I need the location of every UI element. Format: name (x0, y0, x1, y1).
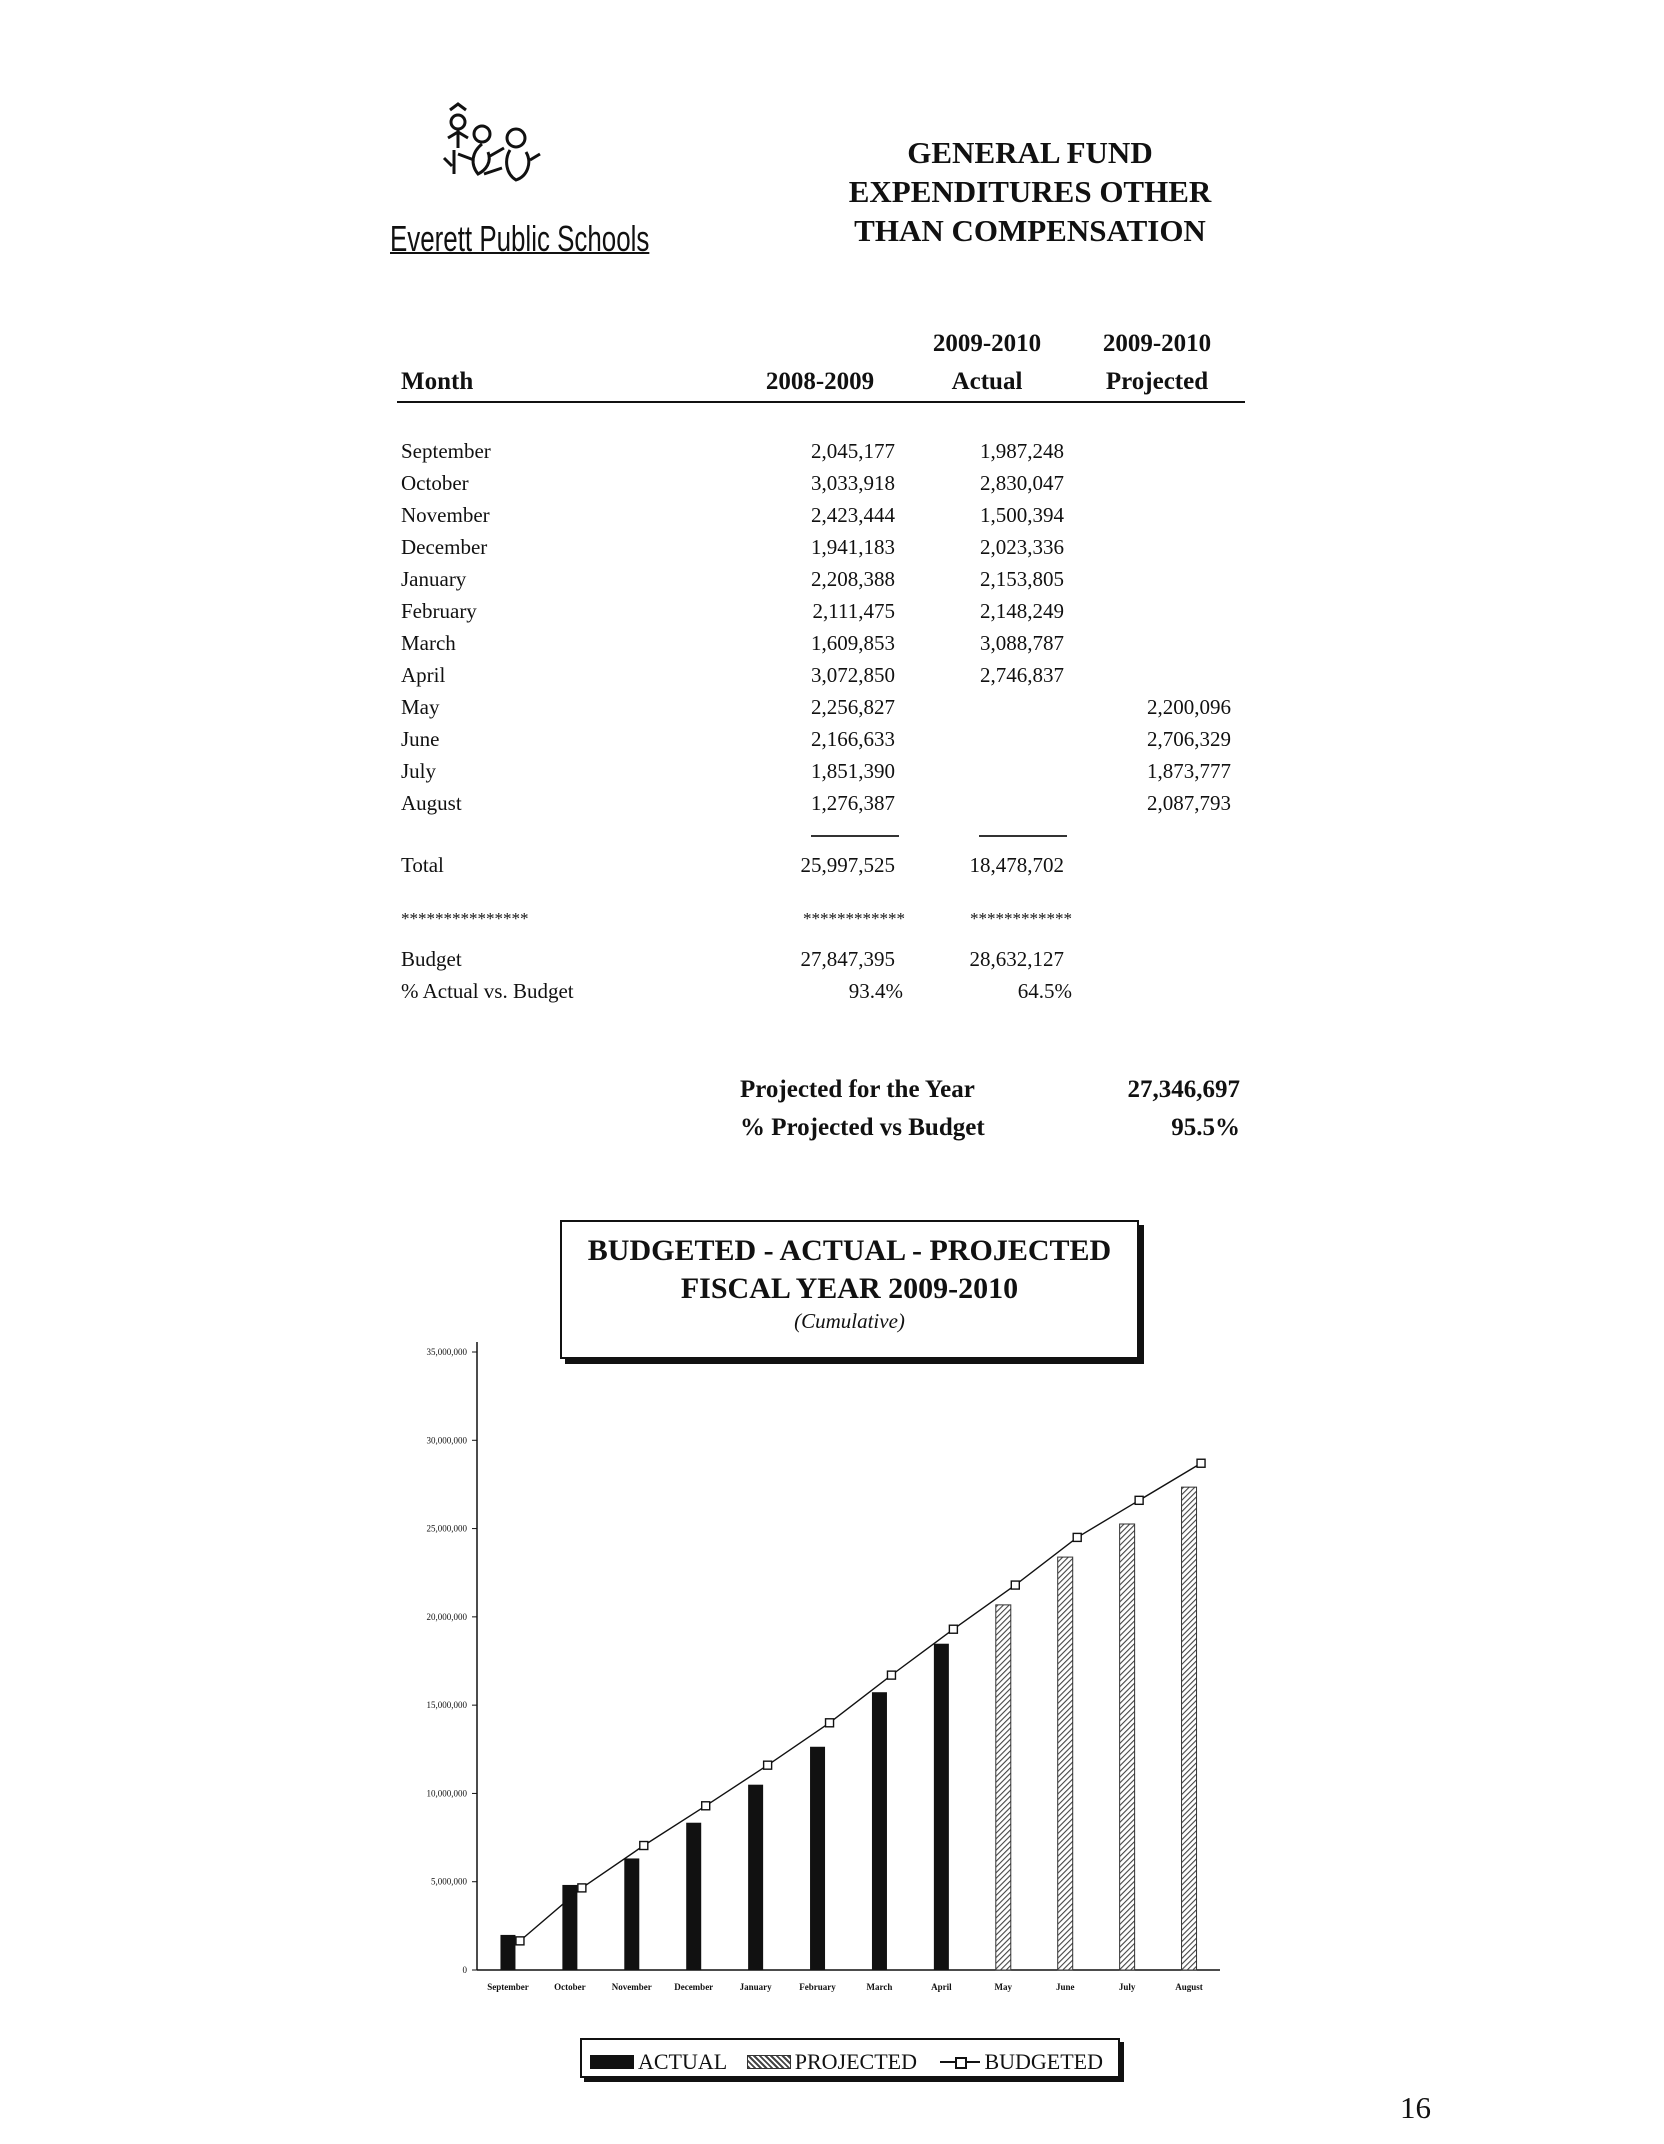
separator-row (397, 909, 1245, 941)
x-tick-label: March (866, 1982, 893, 1992)
table-row (397, 471, 1245, 503)
chart-legend (580, 2038, 1120, 2078)
title-line: THAN COMPENSATION (854, 213, 1206, 248)
table-row (397, 631, 1245, 663)
total-fy0809: 25,997,525 (800, 853, 895, 877)
actual-cell: 3,088,787 (980, 631, 1064, 655)
separator-text: ************ (970, 909, 1072, 928)
fy0809-cell: 1,851,390 (811, 759, 895, 783)
page-number: 16 (1400, 2090, 1431, 2125)
separator-text: *************** (401, 909, 529, 928)
budgeted-marker (764, 1761, 772, 1769)
budget-actual: 28,632,127 (969, 947, 1064, 971)
budgeted-marker (887, 1671, 895, 1679)
x-tick-label: November (611, 1982, 652, 1992)
x-tick-label: February (799, 1982, 836, 1992)
pct-budget-label: % Actual vs. Budget (401, 979, 574, 1003)
month-cell: December (401, 535, 488, 559)
table-row (397, 791, 1245, 823)
budgeted-marker (702, 1802, 710, 1810)
fy0809-cell: 2,208,388 (811, 567, 895, 591)
actual-cell: 2,830,047 (980, 471, 1064, 495)
fy0809-cell: 3,033,918 (811, 471, 895, 495)
fy0809-cell: 2,045,177 (811, 439, 895, 463)
budget-row (397, 947, 1245, 979)
x-tick-label: October (554, 1982, 586, 1992)
y-tick-label: 0 (462, 1965, 467, 1975)
fy0809-cell: 2,166,633 (811, 727, 895, 751)
chart-title: BUDGETED - ACTUAL - PROJECTED (587, 1234, 1112, 1267)
actual-cell: 2,153,805 (980, 567, 1064, 591)
y-tick-label: 30,000,000 (426, 1435, 467, 1446)
total-actual: 18,478,702 (969, 853, 1064, 877)
title-line: GENERAL FUND (907, 135, 1153, 170)
projected-cell: 2,706,329 (1147, 727, 1231, 751)
budget-label: Budget (401, 947, 462, 971)
budgeted-marker (578, 1884, 586, 1892)
budgeted-marker (640, 1842, 648, 1850)
month-cell: June (401, 727, 440, 751)
total-label: Total (401, 853, 444, 877)
legend-label-actual: ACTUAL (638, 2048, 728, 2074)
page-title (820, 133, 1240, 250)
budgeted-marker (949, 1625, 957, 1633)
projected-value: 27,346,697 (1127, 1076, 1240, 1103)
x-tick-label: January (739, 1982, 772, 1992)
projected-bar (1058, 1557, 1073, 1970)
legend-swatch-budgeted (940, 2055, 980, 2069)
month-cell: October (401, 471, 469, 495)
y-tick-label: 35,000,000 (426, 1347, 467, 1357)
students-logo-icon (430, 100, 560, 220)
chart-title-box (560, 1220, 1139, 1359)
subtotal-rule (811, 835, 899, 837)
month-cell: January (401, 567, 467, 591)
pct-budget-actual: 64.5% (1017, 979, 1072, 1003)
table-row (397, 727, 1245, 759)
legend-label-budgeted: BUDGETED (984, 2048, 1104, 2074)
title-line: EXPENDITURES OTHER (848, 174, 1212, 209)
legend-swatch-actual (590, 2055, 634, 2069)
table-row (397, 567, 1245, 599)
total-row (397, 853, 1245, 885)
logo-text: Everett Public Schools (390, 218, 650, 259)
pct-budget-fy0809: 93.4% (848, 979, 903, 1003)
subtotal-rule (979, 835, 1067, 837)
table-row (397, 599, 1245, 631)
x-tick-label: May (994, 1982, 1013, 1992)
fy0809-cell: 2,423,444 (811, 503, 895, 527)
table-row (397, 759, 1245, 791)
header-actual-year: 2009-2010 (932, 330, 1042, 357)
header-2008-2009: 2008-2009 (765, 368, 875, 395)
budgeted-line (520, 1463, 1201, 1941)
y-tick-label: 25,000,000 (426, 1523, 467, 1534)
projected-cell: 2,200,096 (1147, 695, 1231, 719)
y-tick-label: 15,000,000 (426, 1700, 467, 1711)
actual-bar (500, 1935, 515, 1970)
y-tick-label: 10,000,000 (426, 1788, 467, 1799)
legend-swatch-projected (747, 2055, 791, 2069)
actual-cell: 1,987,248 (980, 439, 1064, 463)
pct-budget-row (397, 979, 1245, 1011)
cumulative-chart (380, 1300, 1230, 2030)
projected-cell: 2,087,793 (1147, 791, 1231, 815)
projected-bar (1120, 1524, 1135, 1970)
header-rule (397, 401, 1245, 403)
table-row (397, 695, 1245, 727)
fy0809-cell: 2,111,475 (812, 599, 895, 623)
budgeted-marker (1073, 1533, 1081, 1541)
budgeted-marker (516, 1937, 524, 1945)
header-month: Month (401, 368, 474, 395)
separator-text: ************ (803, 909, 905, 928)
fy0809-cell: 1,609,853 (811, 631, 895, 655)
fy0809-cell: 1,941,183 (811, 535, 895, 559)
x-tick-label: August (1175, 1982, 1203, 1992)
actual-cell: 2,746,837 (980, 663, 1064, 687)
budget-fy0809: 27,847,395 (800, 947, 895, 971)
projected-bar (1182, 1487, 1197, 1970)
projected-cell: 1,873,777 (1147, 759, 1231, 783)
month-cell: March (401, 631, 456, 655)
month-cell: July (401, 759, 437, 783)
budgeted-marker (1135, 1496, 1143, 1504)
actual-cell: 2,023,336 (980, 535, 1064, 559)
budgeted-marker (1011, 1581, 1019, 1589)
fy0809-cell: 3,072,850 (811, 663, 895, 687)
x-tick-label: September (487, 1982, 529, 1992)
month-cell: August (401, 791, 462, 815)
projected-bar (996, 1605, 1011, 1970)
chart-subtitle: (Cumulative) (794, 1309, 905, 1333)
header-projected-year: 2009-2010 (1102, 330, 1212, 357)
header-actual-label: Actual (951, 368, 1023, 395)
actual-cell: 1,500,394 (980, 503, 1064, 527)
y-tick-label: 5,000,000 (431, 1876, 467, 1887)
actual-bar (934, 1644, 949, 1970)
pct-projected-label: % Projected vs Budget (740, 1114, 985, 1141)
fy0809-cell: 2,256,827 (811, 695, 895, 719)
x-tick-label: December (674, 1982, 714, 1992)
x-tick-label: June (1055, 1982, 1075, 1992)
header-projected-label: Projected (1105, 368, 1209, 395)
month-cell: April (401, 663, 446, 687)
legend-label-projected: PROJECTED (794, 2048, 917, 2074)
budgeted-marker (1197, 1459, 1205, 1467)
budgeted-marker (826, 1719, 834, 1727)
actual-bar (872, 1692, 887, 1970)
month-cell: November (401, 503, 490, 527)
month-cell: September (401, 439, 491, 463)
x-tick-label: April (931, 1982, 952, 1992)
x-tick-label: July (1118, 1982, 1136, 1992)
logo (390, 100, 650, 270)
actual-bar (624, 1858, 639, 1970)
month-cell: February (401, 599, 477, 623)
y-tick-label: 20,000,000 (426, 1611, 467, 1622)
actual-cell: 2,148,249 (980, 599, 1064, 623)
table-row (397, 535, 1245, 567)
actual-bar (810, 1747, 825, 1970)
table-row (397, 663, 1245, 695)
month-cell: May (401, 695, 440, 719)
actual-bar (686, 1823, 701, 1970)
table-row (397, 503, 1245, 535)
chart-title-line2: FISCAL YEAR 2009-2010 (680, 1272, 1019, 1305)
fy0809-cell: 1,276,387 (811, 791, 895, 815)
pct-projected-value: 95.5% (1171, 1114, 1240, 1141)
table-row (397, 439, 1245, 471)
projected-label: Projected for the Year (740, 1076, 975, 1103)
actual-bar (748, 1785, 763, 1970)
